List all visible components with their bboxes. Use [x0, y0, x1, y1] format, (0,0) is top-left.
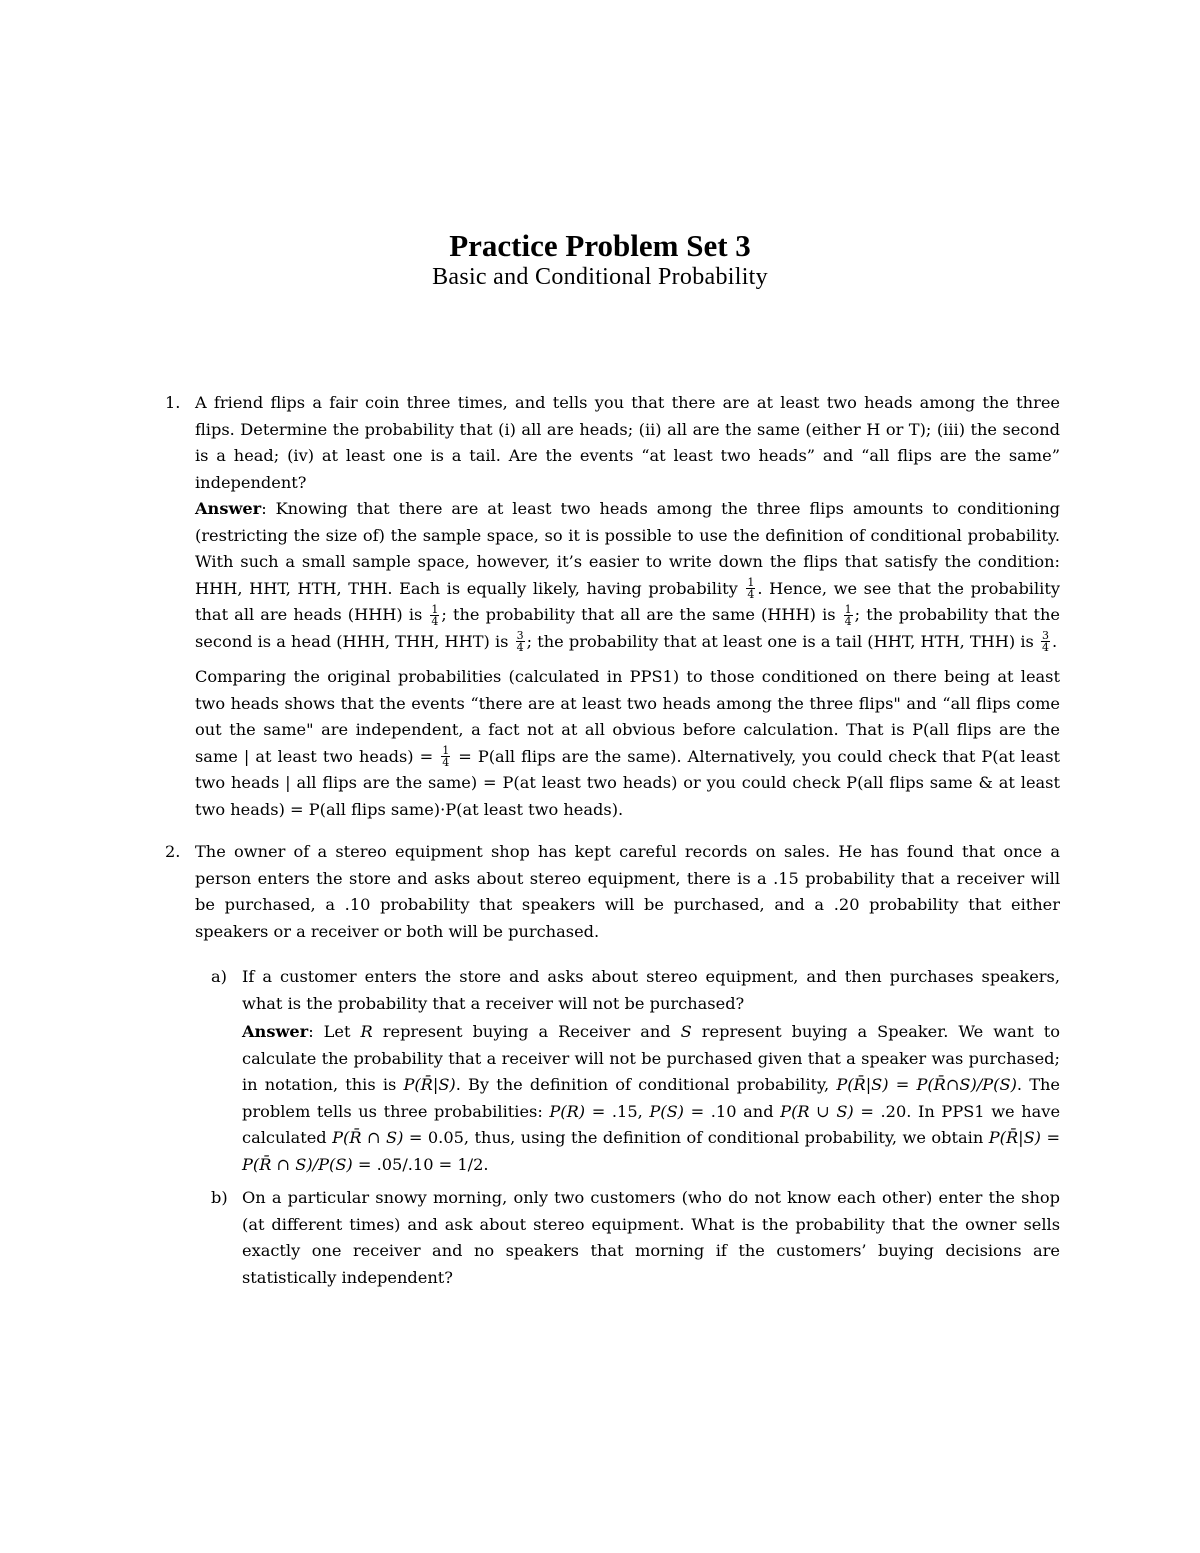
problem-2a-label: a)	[211, 967, 227, 986]
problem-1-answer: Answer: Knowing that there are at least two heads among the three flips amounts to conditioning (restricting the size of) the sample space, so it is possible to use the definition of conditional probability. With such a small sample space, however, it’s easier to write down the flips that satisfy the condition: HHH, HHT, HTH, THH. Each is equally likely, having probability $\frac{1}{4}$ . Hence, we see that the probability that all are heads (HHH) is $\frac{1}{4}$ ; the probability that all are the same (HHH) is $\frac{1}{4}$ ; the probability that the second is a head (HHH, THH, HHT) is $\frac{3}{4}$ ; the probability that at least one is a tail (HHT, HTH, THH) is $\frac{3}{4}$ .	[195, 499, 1060, 655]
problem-2a-question: If a customer enters the store and asks about stereo equipment, and then purchases speakers, what is the probability that a receiver will not be purchased?	[242, 967, 1060, 1013]
answer-label: Answer	[195, 499, 262, 518]
math-result: P(R̄|S) = P(R̄ ∩ S)/P(S)	[242, 1128, 1061, 1174]
answer-label: Answer	[242, 1022, 309, 1041]
fraction-one-quarter: $\frac{1}{4}$	[431, 602, 439, 628]
problem-1	[165, 390, 1060, 823]
problem-1-number: 1.	[165, 393, 181, 412]
fraction-one-quarter: $\frac{1}{4}$	[442, 744, 450, 770]
problem-2	[165, 839, 1060, 1291]
problem-2b	[195, 1185, 1060, 1291]
fraction-one-quarter: $\frac{1}{4}$	[747, 576, 755, 602]
problem-2b-label: b)	[211, 1188, 228, 1207]
math-conditional-definition: P(R̄|S) = P(R̄∩S)/P(S)	[836, 1075, 1017, 1094]
fraction-three-quarters: $\frac{3}{4}$	[1042, 629, 1050, 655]
document-title: Practice Problem Set 3	[449, 228, 751, 263]
problem-1-question: A friend flips a fair coin three times, and tells you that there are at least two heads among the three flips. Determine the probability that (i) all are heads; (ii) all are the same (either H or T); (iii) the second is a head; (iv) at least one is a tail. Are the events “at least two heads” and “all flips are the same” independent?	[195, 393, 1060, 492]
problem-2-question: The owner of a stereo equipment shop has kept careful records on sales. He has found that once a person enters the store and asks about stereo equipment, there is a .15 probability that a receiver will be purchased, a .10 probability that speakers will be purchased, and a .20 probability that either speakers or a receiver or both will be purchased.	[195, 842, 1060, 941]
problem-1-comparison: Comparing the original probabilities (calculated in PPS1) to those conditioned on there being at least two heads shows that the events “there are at least two heads among the three flips" and “all flips come out the same" are independent, a fact not at all obvious before calculation. That is P(all flips are the same | at least two heads) = $\frac{1}{4}$ = P(all flips are the same). Alternatively, you could check that P(at least two heads | all flips are the same) = P(at least two heads) or you could check P(all flips same & at least two heads) = P(all flips same)·P(at least two heads).	[195, 667, 1061, 819]
problem-2a-answer: Answer: Let R represent buying a Receiver and S represent buying a Speaker. We want to calculate the probability that a receiver will not be purchased given that a speaker was purchased; in notation, this is P(R̄|S). By the definition of conditional probability, P(R̄|S) = P(R̄∩S)/P(S). The problem tells us three probabilities: P(R) = .15, P(S) = .10 and P(R ∪ S) = .20. In PPS1 we have calculated P(R̄ ∩ S) = 0.05, thus, using the definition of conditional probability, we obtain P(R̄|S) = P(R̄ ∩ S)/P(S) = .05/.10 = 1/2.	[242, 1022, 1061, 1174]
math-p-rbar-given-s: P(R̄|S)	[403, 1075, 456, 1094]
problem-list	[165, 390, 1060, 1291]
fraction-three-quarters: $\frac{3}{4}$	[516, 629, 524, 655]
problem-2a	[195, 964, 1060, 1178]
problem-2b-question: On a particular snowy morning, only two customers (who do not know each other) enter the shop (at different times) and ask about stereo equipment. What is the probability that the owner sells exactly one receiver and no speakers that morning if the customers’ buying decisions are statistically independent?	[242, 1188, 1060, 1287]
problem-2-number: 2.	[165, 842, 181, 861]
document-subtitle: Basic and Conditional Probability	[432, 264, 768, 290]
fraction-one-quarter: $\frac{1}{4}$	[844, 602, 852, 628]
